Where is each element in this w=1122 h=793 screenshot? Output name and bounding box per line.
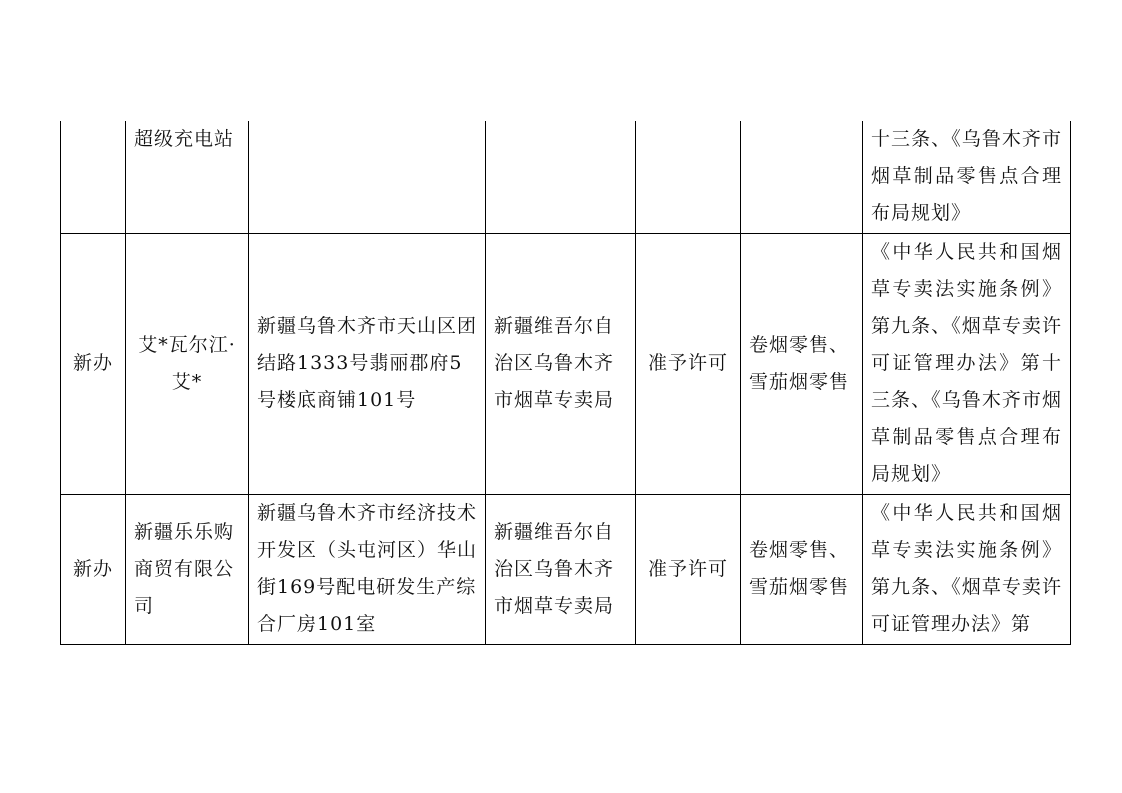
cell-basis: 《中华人民共和国烟草专卖法实施条例》第九条、《烟草专卖许可证管理办法》第 [863, 494, 1071, 644]
cell-address: 新疆乌鲁木齐市天山区团结路1333号翡丽郡府5号楼底商铺101号 [249, 233, 486, 494]
cell-basis: 《中华人民共和国烟草专卖法实施条例》第九条、《烟草专卖许可证管理办法》第十三条、《乌鲁木齐市烟草制品零售点合理布局规划》 [863, 233, 1071, 494]
cell-address: 新疆乌鲁木齐市经济技术开发区（头屯河区）华山街169号配电研发生产综合厂房101室 [249, 494, 486, 644]
cell-decision: 准予许可 [636, 494, 741, 644]
license-table [60, 121, 1071, 645]
cell-type: 新办 [61, 233, 126, 494]
cell-name [126, 121, 249, 233]
table-row [61, 121, 1071, 233]
cell-basis: 十三条、《乌鲁木齐市烟草制品零售点合理布局规划》 [863, 121, 1071, 233]
cell-name: 新疆乐乐购商贸有限公司 [126, 494, 249, 644]
cell-scope: 卷烟零售、雪茄烟零售 [741, 233, 863, 494]
cell-type: 新办 [61, 494, 126, 644]
cell-authority [486, 121, 636, 233]
cell-decision [636, 121, 741, 233]
name-text: 超级充电站 [134, 128, 235, 150]
cell-type [61, 121, 126, 233]
cell-authority: 新疆维吾尔自治区乌鲁木齐市烟草专卖局 [486, 233, 636, 494]
cell-scope: 卷烟零售、雪茄烟零售 [741, 494, 863, 644]
cell-address [249, 121, 486, 233]
cell-decision: 准予许可 [636, 233, 741, 494]
cell-authority: 新疆维吾尔自治区乌鲁木齐市烟草专卖局 [486, 494, 636, 644]
cell-name: 艾*瓦尔江·艾* [126, 233, 249, 494]
table-row [61, 494, 1071, 644]
table-row [61, 233, 1071, 494]
cell-scope [741, 121, 863, 233]
